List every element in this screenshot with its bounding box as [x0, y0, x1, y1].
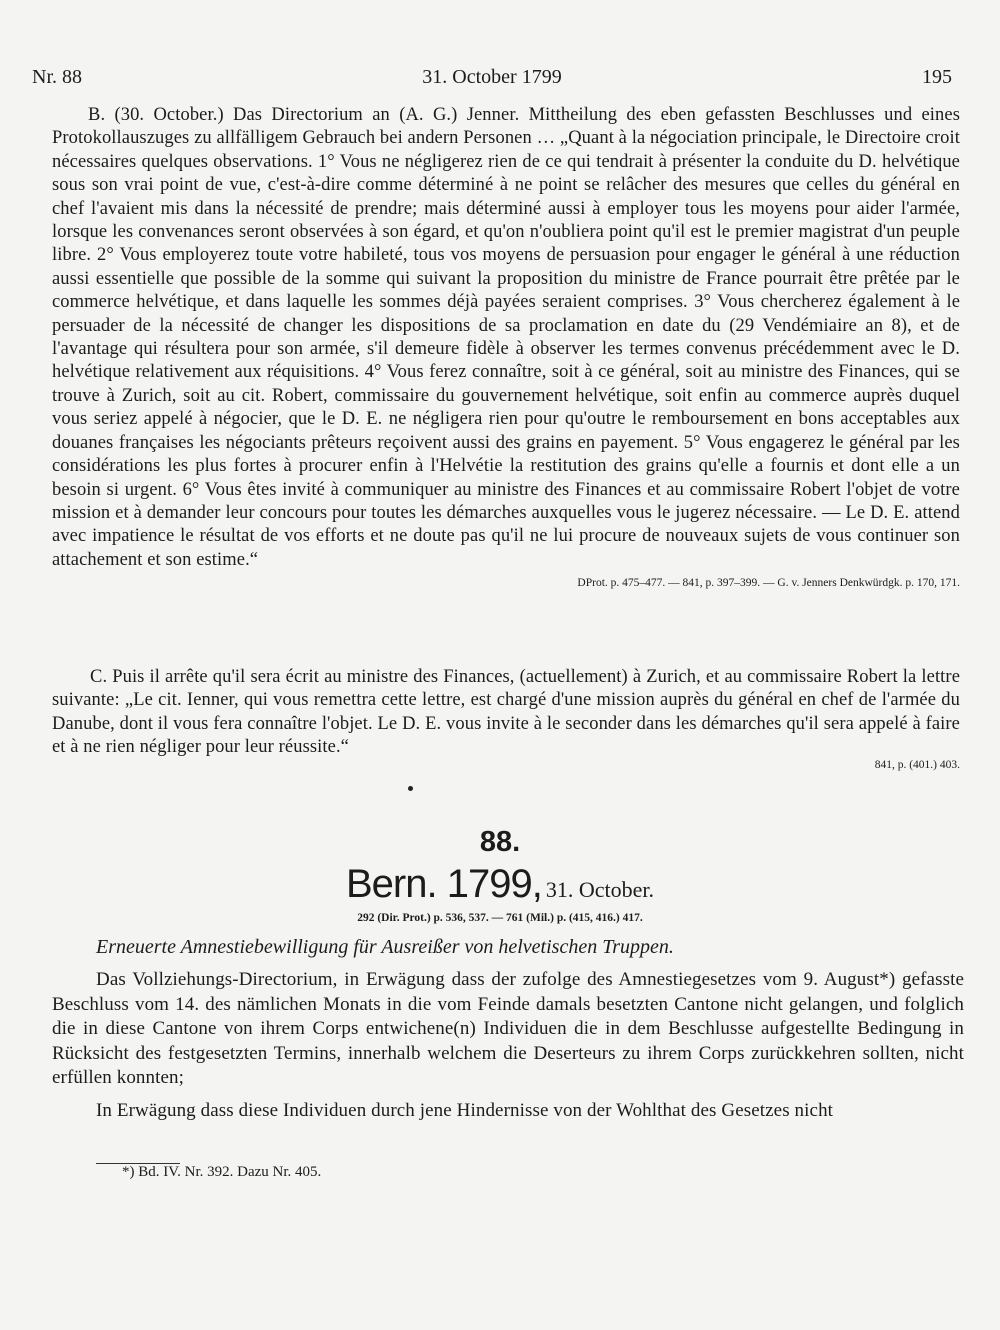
document-place-date — [0, 862, 1000, 907]
document-number: 88. — [479, 826, 521, 858]
document-subtitle: Erneuerte Amnestiebewilligung für Ausreißer von helvetischen Truppen. — [96, 936, 674, 958]
document-references: 292 (Dir. Prot.) p. 536, 537. — 761 (Mil.) p. (415, 416.) 417. — [357, 912, 643, 924]
document-place: Bern. 1799, — [346, 862, 542, 906]
section-c-reference: 841, p. (401.) 403. — [874, 758, 960, 771]
section-b-reference: DProt. p. 475–477. — 841, p. 397–399. — G. v. Jenners Denkwürdgk. p. 170, 171. — [577, 577, 960, 590]
section-b-text: B. (30. October.) Das Directorium an (A. G.) Jenner. Mittheilung des eben gefassten Beschlusses und eines Protokollauszuges zu allfälligem Gebrauch bei andern Personen … „Quant à la négociation principale, le Directoire croit nécessaires quelques observations. 1° Vous ne négligerez rien de ce qui tendrait à présenter la conduite du D. helvétique sous son vrai point de vue, c'est-à-dire comme déterminé à ne point se relâcher des mesures que celles du général en chef l'avaient mis dans la nécessité de prendre; mais déterminé aussi à employer tous les moyens pour aider l'armée, lorsque les convenances seront observées à son égard, et qu'on n'oubliera point qu'il est le premier magistrat d'un peuple libre. 2° Vous employerez toute votre habileté, tous vos moyens de persuasion pour engager le général à une réduction aussi essentielle que possible de la somme qui suivant la proposition du ministre de France pourrait être prêtée par le commerce helvétique, et dans laquelle les sommes déjà payées seraient comprises. 3° Vous chercherez également à le persuader de la nécessité de changer les dispositions de sa proclamation en date du (29 Vendémiaire an 8), et de l'avantage qui résultera pour son armée, s'il demeure fidèle à observer les termes convenus précédemment avec le D. helvétique relativement aux réquisitions. 4° Vous ferez connaître, soit à ce général, soit au ministre des Finances, qui se trouve à Zurich, soit au cit. Robert, commissaire du gouvernement helvétique, soit enfin au commerce auprès duquel vous seriez appelé à négocier, que le D. E. ne négligera rien pour qu'outre le remboursement en bons acceptables aux douanes françaises les négociants prêteurs reçoivent aussi des grains en payement. 5° Vous engagerez le général par les considérations les plus fortes à procurer enfin à l'Helvétie la restitution des grains qu'elle a fournis et dont elle a un besoin si urgent. 6° Vous êtes invité à communiquer au ministre des Finances et au commissaire Robert l'objet de votre mission et à demander leur concours pour toutes les démarches auxquelles vous le jugerez nécessaire. — Le D. E. attend avec impatience le résultat de vos efforts et ne doute pas qu'il ne lui procure de nouveaux sujets de vous continuer son attachement et son estime.“ — [52, 105, 960, 570]
section-b — [52, 104, 960, 592]
footnote: *) Bd. IV. Nr. 392. Dazu Nr. 405. — [122, 1164, 322, 1180]
page-header — [32, 66, 952, 96]
bullet-mark — [408, 786, 413, 791]
document-date: 31. October. — [545, 877, 654, 902]
body-paragraph-1: Das Vollziehungs-Directorium, in Erwägung dass der zufolge des Amnestiegesetzes vom 9. August*) gefasste Beschluss vom 14. des nämlichen Monats in die vom Feinde damals besetzten Cantone nicht gelangen, und folglich die in diese Cantone von ihrem Corps entwichene(n) Individuen die in dem Beschlusse aufgestellte Bedingung in Rücksicht des festgesetzten Termins, innerhalb welchem die Deserteurs zu ihrem Corps zurückkehren sollten, nicht erfüllen konnten; — [52, 969, 964, 1088]
header-date: 31. October 1799 — [422, 66, 562, 88]
document-body — [52, 968, 964, 1123]
header-number: Nr. 88 — [32, 66, 82, 88]
page-number: 195 — [922, 66, 952, 88]
section-c-text: C. Puis il arrête qu'il sera écrit au ministre des Finances, (actuellement) à Zurich, et au commissaire Robert la lettre suivante: „Le cit. Ienner, qui vous remettra cette lettre, est chargé d'une mission auprès du général en chef de l'armée du Danube, dont il vous fera connaître l'objet. Le D. E. vous invite à le seconder dans les démarches qu'il sera appelé à faire et à ne rien négliger pour leur réussite.“ — [52, 667, 960, 758]
body-paragraph-2: In Erwägung dass diese Individuen durch jene Hindernisse von der Wohlthat des Gesetzes nicht — [96, 1099, 834, 1121]
section-c — [52, 666, 960, 774]
